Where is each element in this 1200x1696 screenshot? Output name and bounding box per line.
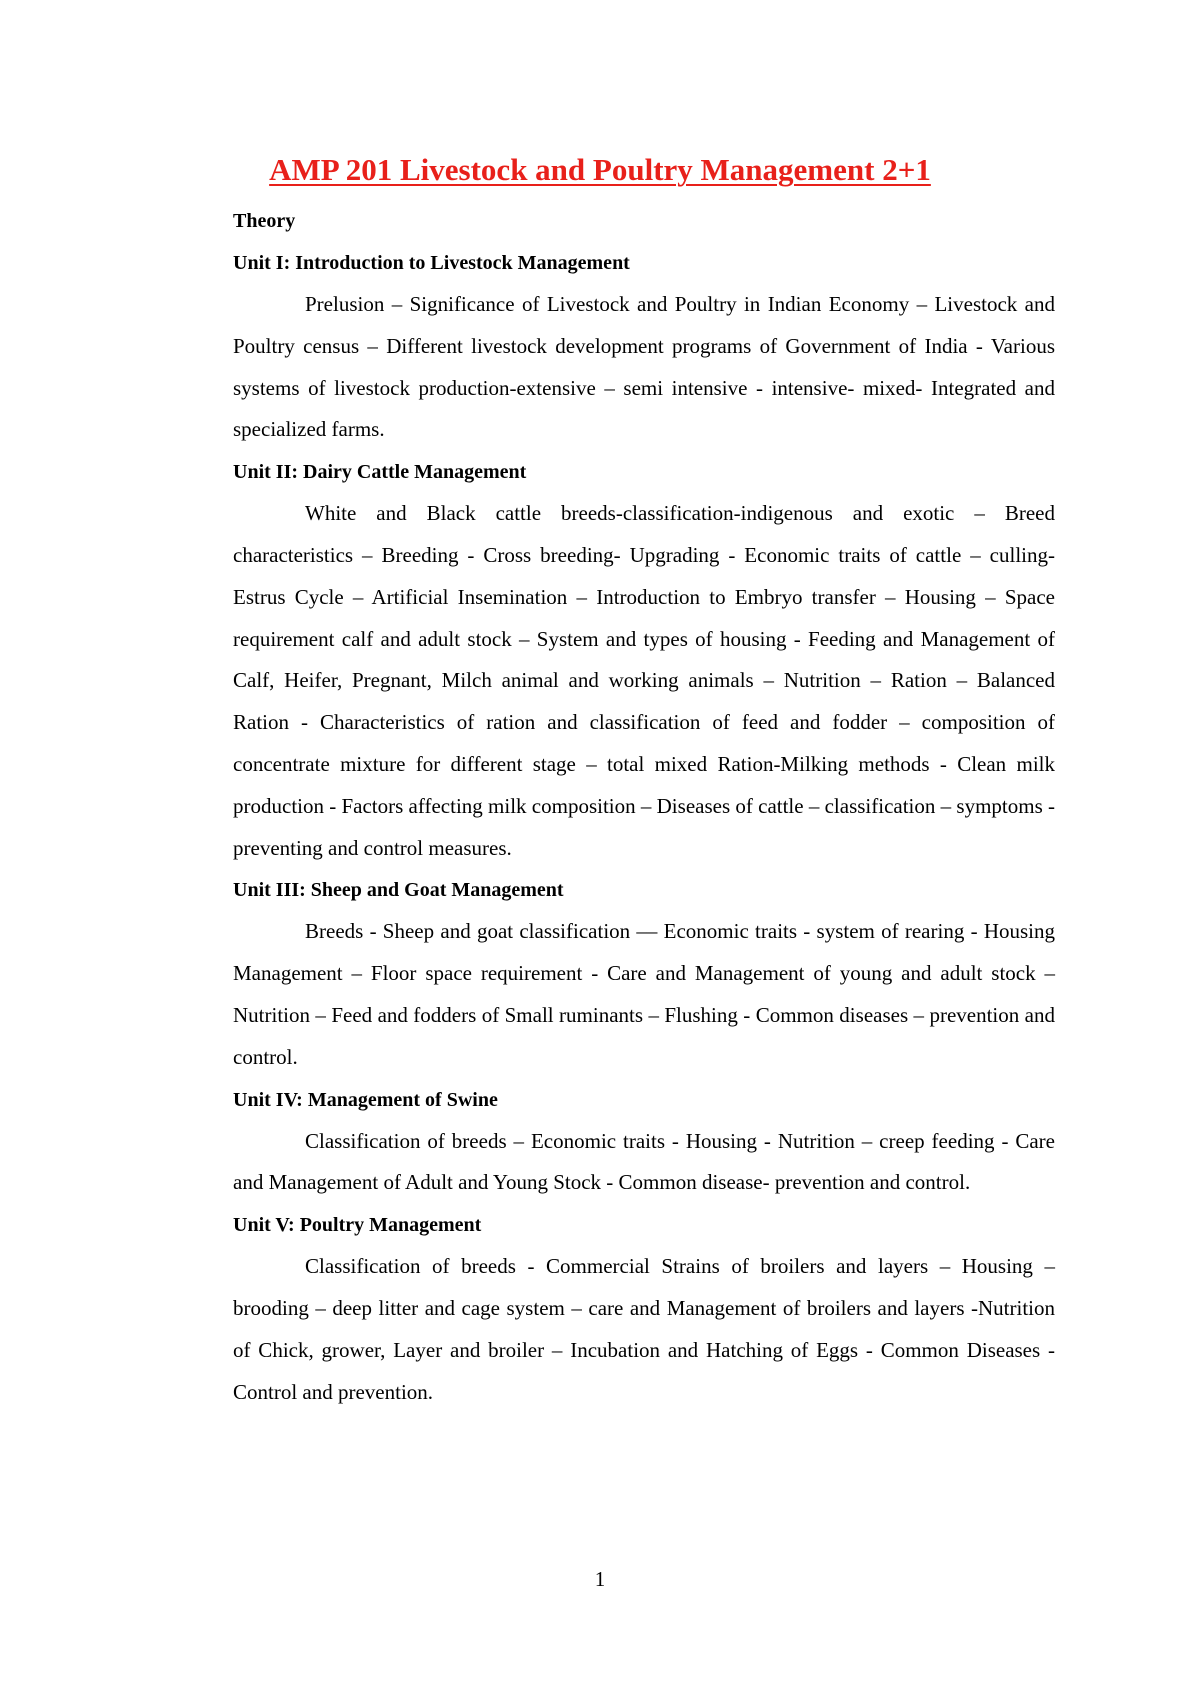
unit-3 — [233, 869, 1055, 1078]
page-number: 1 — [594, 1567, 606, 1591]
unit-4 — [233, 1079, 1055, 1205]
unit-5 — [233, 1204, 1055, 1413]
document-title-text: AMP 201 Livestock and Poultry Management 2+1 — [269, 152, 931, 187]
unit-1-heading: Unit I: Introduction to Livestock Management — [233, 252, 630, 274]
unit-2-heading: Unit II: Dairy Cattle Management — [233, 461, 527, 484]
unit-1-body: Prelusion – Significance of Livestock and Poultry in Indian Economy – Livestock and Poultry census – Different livestock development programs of Government of India - Various systems of livestock production-extensive – semi intensive - intensive- mixed- Integrated and specialized farms. — [233, 292, 1055, 442]
unit-4-heading: Unit IV: Management of Swine — [233, 1088, 498, 1111]
document-content — [233, 200, 1055, 1413]
unit-2 — [233, 451, 1055, 869]
document-title — [0, 150, 1200, 190]
unit-5-body: Classification of breeds - Commercial Strains of broilers and layers – Housing – brooding – deep litter and cage system – care and Management of broilers and layers -Nutrition of Chick, grower, Layer and broiler – Incubation and Hatching of Eggs - Common Diseases - Control and prevention. — [233, 1254, 1055, 1404]
section-heading-theory: Theory — [233, 210, 296, 232]
unit-3-heading: Unit III: Sheep and Goat Management — [233, 879, 564, 902]
unit-2-body: White and Black cattle breeds-classification-indigenous and exotic – Breed characteristics – Breeding - Cross breeding- Upgrading - Economic traits of cattle – culling-Estrus Cycle – Artificial Insemination – Introduction to Embryo transfer – Housing – Space requirement calf and adult stock – System and types of housing - Feeding and Management of Calf, Heifer, Pregnant, Milch animal and working animals – Nutrition – Ration – Balanced Ration - Characteristics of ration and classification of feed and fodder – composition of concentrate mixture for different stage – total mixed Ration-Milking methods - Clean milk production - Factors affecting milk composition – Diseases of cattle – classification – symptoms - preventing and control measures. — [233, 501, 1055, 860]
unit-1 — [233, 242, 1055, 451]
unit-3-body: Breeds - Sheep and goat classification –– Economic traits - system of rearing - Housing Management – Floor space requirement - Care and Management of young and adult stock – Nutrition – Feed and fodders of Small ruminants – Flushing - Common diseases – prevention and control. — [233, 919, 1055, 1069]
unit-4-body: Classification of breeds – Economic traits - Housing - Nutrition – creep feeding - Care and Management of Adult and Young Stock - Common disease- prevention and control. — [233, 1128, 1055, 1195]
unit-5-heading: Unit V: Poultry Management — [233, 1214, 482, 1237]
